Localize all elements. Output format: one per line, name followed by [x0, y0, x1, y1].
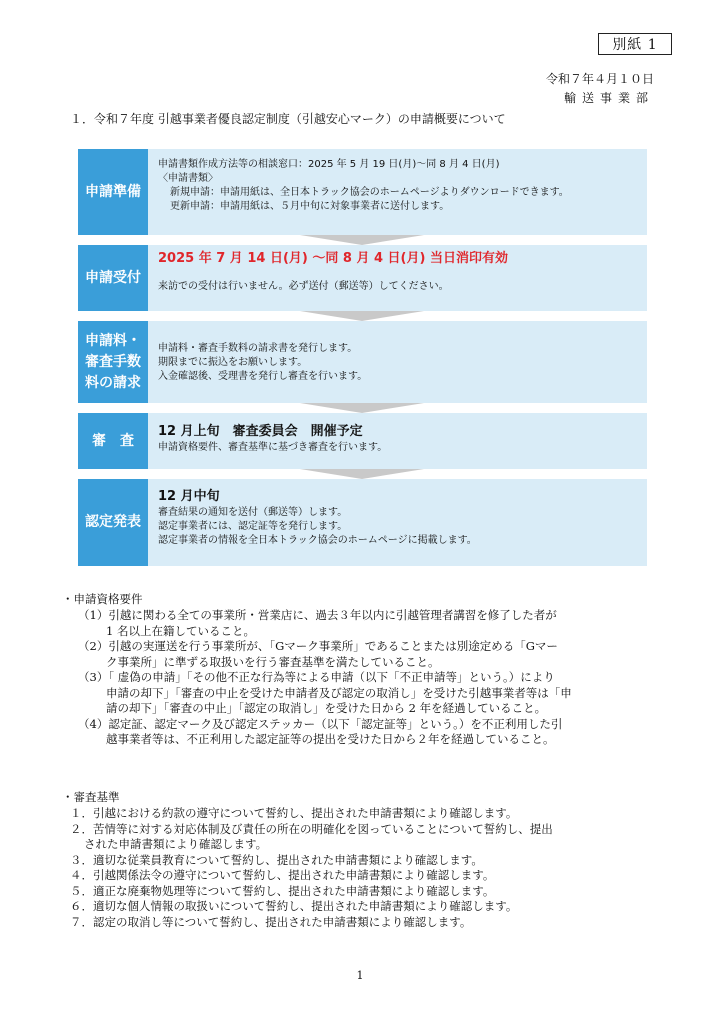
requirement-line: （1）引越に関わる全ての事業所・営業店に、過去３年以内に引越管理者講習を修了した者が: [78, 608, 557, 622]
documents-heading: 〈申請書類〉: [158, 173, 218, 184]
step-fee-label-line: 料の請求: [85, 374, 141, 391]
consult-period: 申請書類作成方法等の相談窓口：2025 年 5 月 19 日(月)～同 8 月 4 日(月): [158, 159, 500, 170]
step-accept-text: [158, 252, 641, 294]
document-heading: １．令和７年度 引越事業者優良認定制度（引越安心マーク）の申請概要について: [70, 112, 506, 126]
requirement-line: （2）引越の実運送を行う事業所が、「Gマーク事業所」であることまたは別途定める「Gマー: [78, 639, 558, 653]
step-prep-text: [158, 158, 641, 214]
result-notice: 審査結果の通知を送付（郵送等）します。: [158, 507, 348, 518]
requirement-line: 1 名以上在籍していること。: [106, 623, 255, 638]
requirements-title: ・申請資格要件: [62, 592, 143, 606]
standard-line: された申請書類により確認します。: [84, 837, 268, 851]
review-note: 申請資格要件、審査基準に基づき審査を行います。: [158, 442, 388, 453]
document-date: 令和７年４月１０日: [545, 72, 654, 86]
requirement-item: [78, 670, 663, 717]
result-timing: 12 月中旬: [158, 489, 220, 504]
requirements-list: [78, 608, 663, 748]
result-certificate: 認定事業者には、認定証等を発行します。: [158, 521, 348, 532]
new-application: 新規申請：申請用紙は、全日本トラック協会のホームページよりダウンロードできます。: [170, 187, 569, 198]
fee-invoice: 申請料・審査手数料の請求書を発行します。: [158, 343, 358, 354]
standards-list: [70, 806, 665, 930]
requirement-line: ク事業所」に準ずる取扱いを行う審査基準を満たしていること。: [106, 654, 440, 669]
flow-arrow: [300, 403, 424, 413]
requirement-line: （3）「 虚偽の申請」「その他不正な行為等による申請（以下「不正申請等」という。）により: [78, 670, 555, 684]
step-fee-label-line: 審査手数: [85, 353, 141, 370]
attachment-label: 別紙 1: [598, 33, 672, 55]
flow-arrow: [300, 469, 424, 479]
requirement-line: 請の却下」「審査の中止」「認定の取消し」を受けた日から 2 年を経過していること。: [106, 701, 547, 715]
standard-item: ３．適切な従業員教育について誓約し、提出された申請書類により確認します。: [70, 852, 483, 867]
step-review-text: [158, 423, 641, 455]
standard-item: ７．認定の取消し等について誓約し、提出された申請書類により確認します。: [70, 914, 472, 929]
renewal-application: 更新申請：申請用紙は、５月中旬に対象事業者に送付します。: [170, 201, 450, 212]
requirement-item: [78, 608, 663, 639]
flow-arrow: [300, 311, 424, 321]
requirement-line: 申請の却下」「審査の中止を受けた申請者及び認定の取消し」を受けた引越事業者等は「申: [106, 685, 572, 700]
fee-receipt: 入金確認後、受理書を発行し審査を行います。: [158, 371, 368, 382]
result-publish: 認定事業者の情報を全日本トラック協会のホームページに掲載します。: [158, 535, 477, 546]
review-schedule: 12 月上旬 審査委員会 開催予定: [158, 424, 363, 439]
step-accept: [78, 245, 647, 311]
requirement-line: 越事業者等は、不正利用した認定証等の提出を受けた日から２年を経過していること。: [106, 732, 555, 746]
step-fee-text: [158, 342, 641, 384]
requirement-item: [78, 717, 663, 748]
requirement-line: （4）認定証、認定マーク及び認定ステッカー（以下「認定証等」という。）を不正利用した引: [78, 716, 563, 731]
step-prep: [78, 149, 647, 235]
step-review-label: 審 査: [78, 413, 148, 469]
step-result: [78, 479, 647, 566]
accept-note: 来訪での受付は行いません。必ず送付（郵送等）してください。: [158, 281, 449, 292]
step-fee: [78, 321, 647, 403]
step-fee-label: [78, 321, 148, 403]
step-prep-label: 申請準備: [78, 149, 148, 235]
standard-item: ４．引越関係法令の遵守について誓約し、提出された申請書類により確認します。: [70, 868, 495, 882]
step-review: [78, 413, 647, 469]
standard-item: １．引越における約款の遵守について誓約し、提出された申請書類により確認します。: [70, 806, 518, 820]
page-number: 1: [356, 969, 364, 982]
standard-item: [70, 822, 665, 853]
step-fee-label-line: 申請料・: [85, 332, 141, 349]
requirement-item: [78, 639, 663, 670]
flow-arrow: [300, 235, 424, 245]
accept-period: 2025 年 7 月 14 日(月) ～同 8 月 4 日(月) 当日消印有効: [158, 251, 508, 266]
standard-line: ２．苦情等に対する対応体制及び責任の所在の明確化を図っていることについて誓約し、提出: [70, 821, 553, 836]
standard-item: ６．適切な個人情報の取扱いについて誓約し、提出された申請書類により確認します。: [70, 899, 518, 913]
step-result-label: 認定発表: [78, 479, 148, 566]
department-name: 輸送事業部: [563, 91, 654, 105]
standards-title: ・審査基準: [62, 790, 120, 804]
fee-deadline: 期限までに振込をお願いします。: [158, 357, 308, 368]
standard-item: ５．適正な廃棄物処理等について誓約し、提出された申請書類により確認します。: [70, 883, 495, 898]
step-accept-label: 申請受付: [78, 245, 148, 311]
step-result-text: [158, 488, 641, 548]
